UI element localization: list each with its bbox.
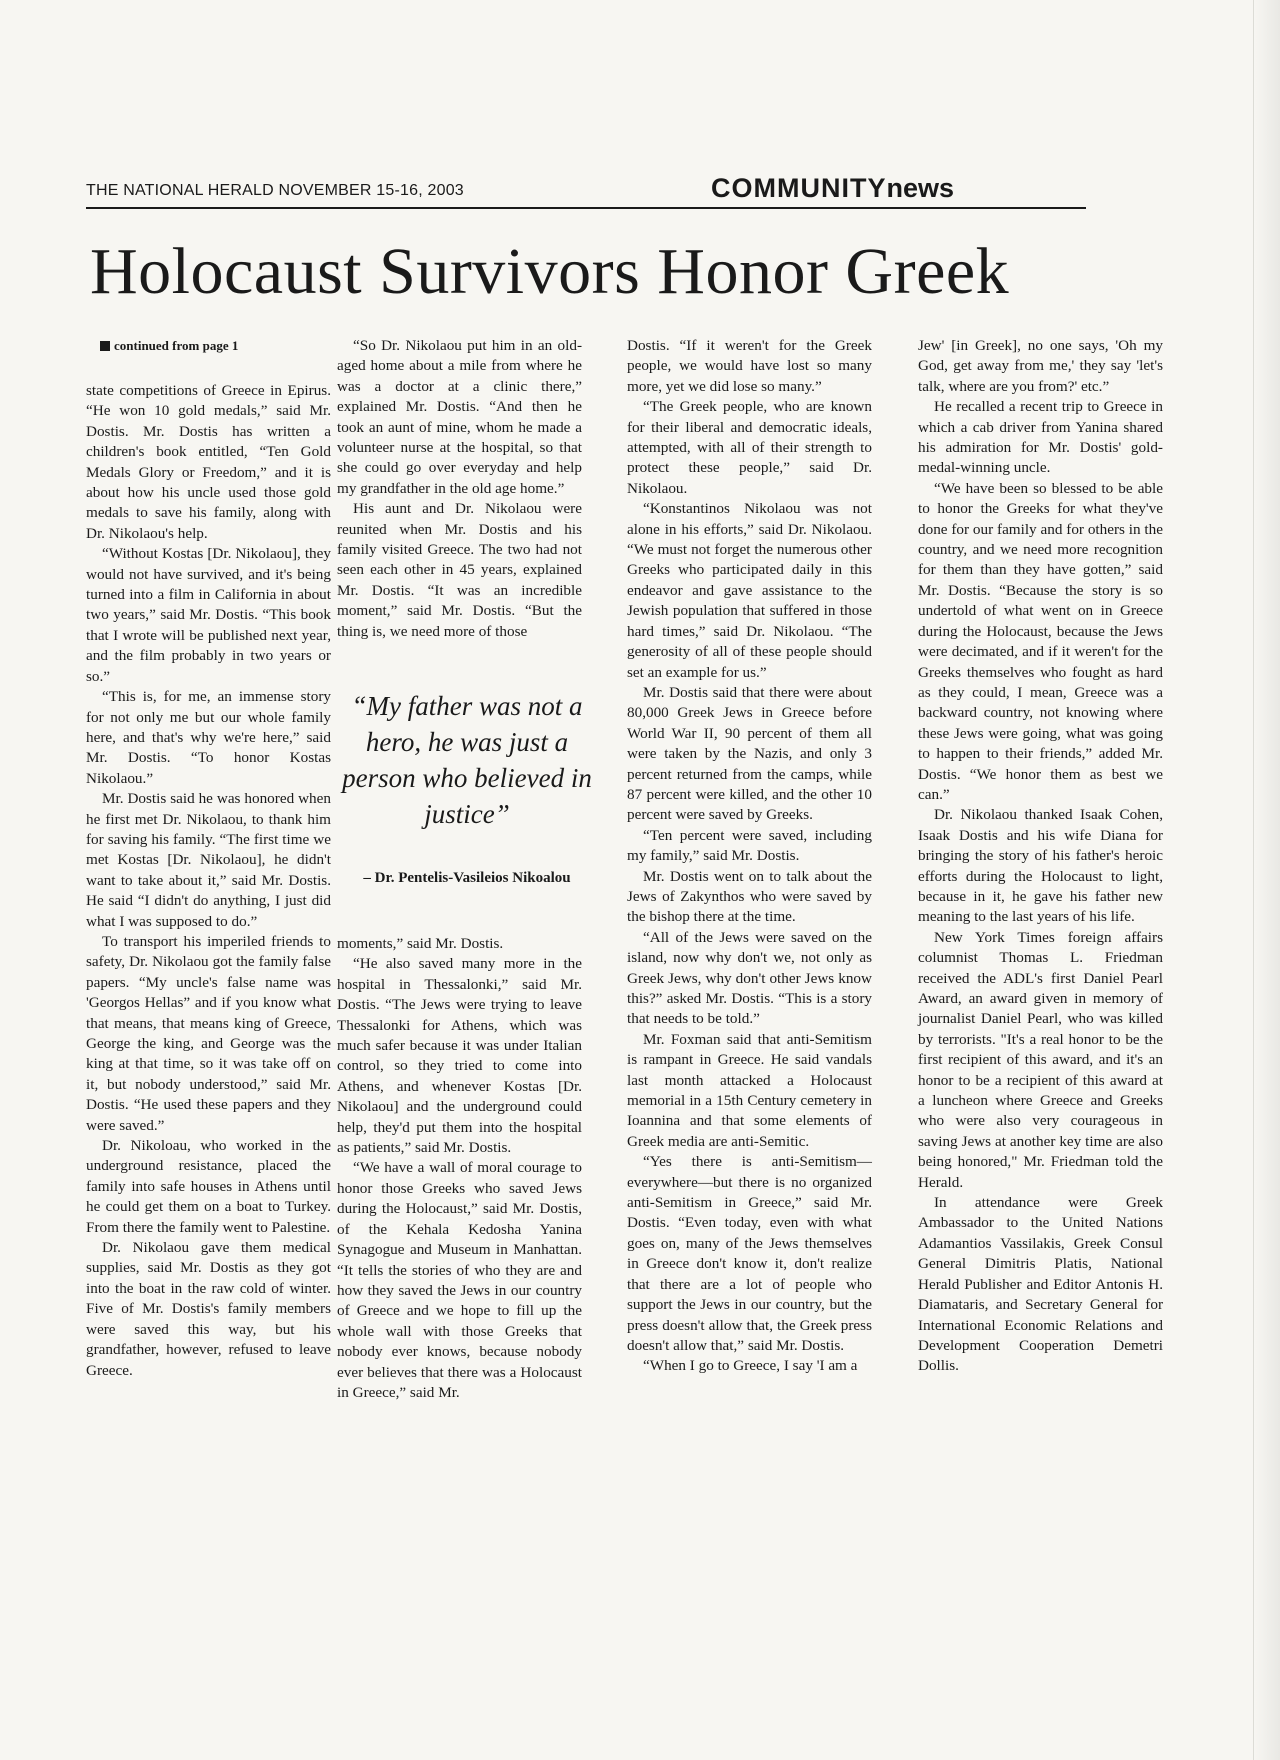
paragraph: Mr. Dostis said that there were about 80,000 Greek Jews in Greece before World War II, 90 percent of them all were taken by the Nazis, and only 3 percent returned from the camps, while 87 percent were killed, and the other 10 percent were saved by Greeks. (627, 683, 872, 824)
paragraph: His aunt and Dr. Nikolaou were reunited when Mr. Dostis and his family visited Greece. The two had not seen each other in 45 years, explained Mr. Dostis. “It was an incredible moment,” said Mr. Dostis. “But the thing is, we need more of those (337, 500, 582, 640)
paragraph: “We have been so blessed to be able to honor the Greeks for what they've done for our family and for others in the country, and we need more recognition for them than they have gotten,” said Mr. Dostis. “Because the story is so undertold of what went on in Greece during the Holocaust, because the Jews were decimated, and if it weren't for the Greeks themselves who fought as hard as they could, I mean, Greece was a backward country, not knowing where these Jews were going, what was going to happen to their friends,” added Mr. Dostis. “We honor them as best we can.” (918, 479, 1163, 803)
paragraph: Mr. Dostis went on to talk about the Jews of Zakynthos who were saved by the bishop there at the time. (627, 867, 872, 926)
paragraph: “When I go to Greece, I say 'I am a (643, 1357, 858, 1375)
paragraph: Dr. Nikoloau, who worked in the underground resistance, placed the family into safe houses in Athens until he could get them on a boat to Turkey. From there the family went to Palestine. (86, 1137, 331, 1236)
paragraph: To transport his imperiled friends to safety, Dr. Nikolaou got the family false papers. “My uncle's false name was 'Georgos Hellas” and if you know what that means, that means king of Greece, George the king, and George was the king at that time, so it was take off on it, but nobody understood,” said Mr. Dostis. “He used these papers and they were saved.” (86, 932, 331, 1134)
pull-quote (337, 688, 597, 888)
paragraph: moments,” said Mr. Dostis. (337, 935, 504, 952)
paragraph: “Ten percent were saved, including my family,” said Mr. Dostis. (627, 826, 872, 865)
page-edge (1253, 0, 1280, 1760)
continued-label (100, 338, 238, 354)
section-name-bold: COMMUNITY (710, 173, 887, 203)
paragraph: “Konstantinos Nikolaou was not alone in his efforts,” said Dr. Nikolaou. “We must not forget the numerous other Greeks who participated daily in this endeavor and gave assistance to the Jewish population that suffered in those hard times,” said Dr. Nikolaou. “The generosity of all of these people should set an example for us.” (627, 500, 872, 681)
paragraph: Dostis. “If it weren't for the Greek people, we would have lost so many more, yet we did lose so many.” (627, 337, 872, 395)
column-2-top (337, 336, 582, 642)
square-bullet-icon (100, 341, 110, 351)
paragraph: Dr. Nikolaou gave them medical supplies, said Mr. Dostis as they got into the boat in the raw cold of winter. Five of Mr. Dostis's family members were saved this way, but his grandfather, however, refused to leave Greece. (86, 1239, 331, 1379)
paragraph: state competitions of Greece in Epirus. “He won 10 gold medals,” said Mr. Dostis. Mr. Dostis has written a children's book entitled, “Ten Gold Medals Glory or Freedom,” and it is about how his uncle used those gold medals to save his family, along with Dr. Nikolaou's help. (86, 382, 331, 542)
paragraph: “The Greek people, who are known for their liberal and democratic ideals, attempted, with all of their strength to protect these people,” said Dr. Nikolaou. (627, 398, 872, 497)
section-name (711, 173, 954, 204)
masthead (86, 173, 1080, 210)
paragraph: Dr. Nikolaou thanked Isaak Cohen, Isaak Dostis and his wife Diana for bringing the story of his father's heroic efforts during the Holocaust to light, because in it, he gave his father new meaning to the last years of his life. (918, 806, 1163, 926)
paragraph: Mr. Foxman said that anti-Semitism is rampant in Greece. He said vandals last month attacked a Holocaust memorial in a 15th Century cemetery in Ioannina and that some elements of Greek media are anti-Semitic. (627, 1030, 872, 1150)
masthead-rule (86, 207, 1086, 209)
pull-quote-text: “My father was not a hero, he was just a person who believed in justice” (342, 691, 592, 829)
headline: Holocaust Survivors Honor Greek (90, 235, 1010, 308)
continued-text: continued from page 1 (114, 338, 239, 353)
paragraph: New York Times foreign affairs columnist Thomas L. Friedman received the ADL's first Daniel Pearl Award, an award given in memory of journalist Daniel Pearl, who was killed by terrorists. "It's a real honor to be the first recipient of this award, and it's an honor to be a recipient of this award at a luncheon where Greece and Greeks who were also very courageous in saving Jews at another key time are also being honored," Mr. Friedman told the Herald. (918, 928, 1163, 1191)
section-name-lite: news (886, 173, 954, 203)
paragraph: “So Dr. Nikolaou put him in an old-aged home about a mile from where he was a doctor at a clinic there,” explained Mr. Dostis. “And then he took an aunt of mine, whom he made a volunteer nurse at the hospital, so that she could go over everyday and help my grandfather in the old age home.” (337, 337, 582, 497)
paragraph: “All of the Jews were saved on the island, now why don't we, not only as Greek Jews, why don't other Jews know this?” asked Mr. Dostis. “This is a story that needs to be told.” (627, 928, 872, 1028)
publication-dateline: THE NATIONAL HERALD NOVEMBER 15-16, 2003 (86, 182, 464, 199)
column-1 (86, 381, 331, 1381)
paragraph: “He also saved many more in the hospital in Thessalonki,” said Mr. Dostis. “The Jews were trying to leave Thessalonki for Athens, which was much safer because it was under Italian control, so they tried to come into Athens, and whenever Kostas [Dr. Nikolaou] and the underground could help, they'd put them into the hospital as patients,” said Mr. Dostis. (337, 955, 582, 1157)
column-4 (918, 336, 1163, 1377)
paragraph: Mr. Dostis said he was honored when he first met Dr. Nikolaou, to thank him for saving his family. “The first time we met Kostas [Dr. Nikolaou], he didn't want to take about it,” said Mr. Dostis. He said “I didn't do anything, I just did what I was supposed to do.” (86, 790, 331, 930)
paragraph: “Without Kostas [Dr. Nikolaou], they would not have survived, and it's being turned into a film in California in about two years,” said Mr. Dostis. “This book that I wrote will be published next year, and the film probably in two years or so.” (86, 545, 331, 685)
column-3 (627, 336, 872, 1377)
paragraph: He recalled a recent trip to Greece in which a cab driver from Yanina shared his admiration for Mr. Dostis' gold-medal-winning uncle. (918, 398, 1163, 477)
paragraph: In attendance were Greek Ambassador to the United Nations Adamantios Vassilakis, Greek Consul General Dimitris Platis, National Herald Publisher and Editor Antonis H. Diamataris, and Secretary General for International Economic Relations and Development Cooperation Demetri Dollis. (918, 1194, 1163, 1375)
paragraph: “We have a wall of moral courage to honor those Greeks who saved Jews during the Holocaust,” said Mr. Dostis, of the Kehala Kedosha Yanina Synagogue and Museum in Manhattan. “It tells the stories of who they are and how they saved the Jews in our country of Greece and we hope to fill up the whole wall with those Greeks that nobody ever knows, because nobody ever believes that there was a Holocaust in Greece,” said Mr. (337, 1159, 582, 1401)
column-2-bottom (337, 934, 582, 1403)
pull-quote-attribution: – Dr. Pentelis-Vasileios Nikoalou (363, 870, 571, 886)
paragraph: “Yes there is anti-Semitism—everywhere—but there is no organized anti-Semitism in Greece,” said Mr. Dostis. “Even today, even with what goes on, many of the Jews themselves in Greece don't know it, don't realize that there are a lot of people who support the Jews in our country, but the press doesn't allow that, the Greek press doesn't allow that,” said Mr. Dostis. (627, 1153, 872, 1354)
paragraph: “This is, for me, an immense story for not only me but our whole family here, and that's why we're here,” said Mr. Dostis. “To honor Kostas Nikolaou.” (86, 688, 331, 787)
paragraph: Jew' [in Greek], no one says, 'Oh my God, get away from me,' they say 'let's talk, where are you from?' etc.” (918, 337, 1163, 395)
